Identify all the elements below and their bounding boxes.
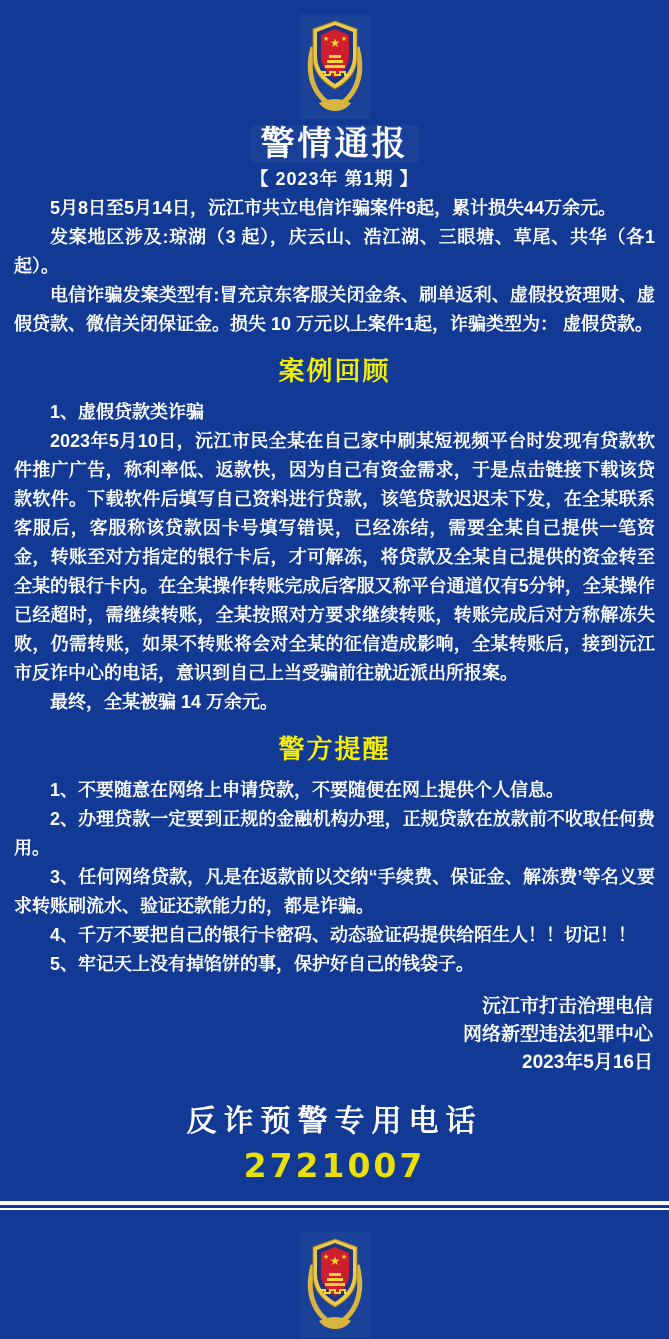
police-bulletin bbox=[0, 14, 669, 1337]
svg-text:★: ★ bbox=[322, 36, 329, 43]
police-badge-icon bbox=[305, 17, 365, 118]
hotline-label: 反诈预警专用电话 bbox=[186, 1104, 483, 1139]
svg-text:★: ★ bbox=[340, 1254, 347, 1261]
case-review-paragraph: 2023年5月10日，沅江市民全某在自己家中刷某短视频平台时发现有贷款软件推广广告，称利率低、返款快，因为自己有资金需求，于是点击链接下载该贷款软件。下载软件后填写自己资料进行贷款，该笔贷款迟迟未下发，在全某联系客服后，客服称该贷款因卡号填写错误，已经冻结，需要全某自己提供一笔资金，转账至对方指定的银行卡后，才可解冻，将贷款及全某自己提供的资金转至全某的银行卡内。在全某操作转账完成后客服又称平台通道仅有5分钟，全某操作已经超时，需继续转账，全某按照对方要求继续转账，转账完成后对方称解冻失败，仍需转账，如果不转账将会对全某的征信造成影响，全某转账后，接到沅江市反诈中心的电话，意识到自己上当受骗前往就近派出所报案。 bbox=[14, 431, 655, 683]
police-reminder-item: 2、办理贷款一定要到正规的金融机构办理，正规贷款在放款前不收取任何费用。 bbox=[14, 809, 655, 858]
police-reminder-item: 1、不要随意在网络上申请贷款，不要随便在网上提供个人信息。 bbox=[50, 780, 565, 800]
hotline-number: 2721007 bbox=[243, 1146, 426, 1185]
signature-line: 网络新型违法犯罪中心 bbox=[462, 1024, 653, 1045]
case-review-paragraph: 1、虚假贷款类诈骗 bbox=[50, 402, 205, 422]
police-badge-icon bbox=[305, 1235, 365, 1336]
case-review-heading: 案例回顾 bbox=[278, 356, 391, 386]
case-review-paragraph: 最终，全某被骗 14 万余元。 bbox=[50, 692, 279, 712]
svg-text:★: ★ bbox=[322, 1254, 329, 1261]
svg-text:★: ★ bbox=[329, 36, 340, 50]
police-reminder-item: 4、千万不要把自己的银行卡密码、动态验证码提供给陌生人！！切记！！ bbox=[50, 925, 637, 945]
footer-badge-container bbox=[300, 1232, 370, 1337]
divider-double-line bbox=[0, 1201, 669, 1210]
header-badge-container bbox=[300, 14, 370, 119]
police-reminder-item: 3、任何网络贷款，凡是在返款前以交纳“手续费、保证金、解冻费’等名义要求转账刷流水、验证还款能力的，都是诈骗。 bbox=[14, 867, 655, 916]
signature-date: 2023年5月16日 bbox=[522, 1052, 653, 1073]
police-reminder-item: 5、牢记天上没有掉馅饼的事，保护好自己的钱袋子。 bbox=[50, 954, 475, 974]
svg-text:★: ★ bbox=[340, 36, 347, 43]
summary-paragraph: 电信诈骗发案类型有:冒充京东客服关闭金条、刷单返利、虚假投资理财、虚假贷款、微信关闭保证金。损失 10 万元以上案件1起，诈骗类型为： 虚假贷款。 bbox=[14, 285, 655, 334]
summary-paragraph: 5月8日至5月14日，沅江市共立电信诈骗案件8起，累计损失44万余元。 bbox=[50, 198, 617, 218]
police-reminder-heading: 警方提醒 bbox=[278, 734, 391, 764]
signature-block bbox=[0, 993, 653, 1077]
svg-text:★: ★ bbox=[329, 1254, 340, 1268]
page-title: 警情通报 bbox=[0, 123, 669, 165]
summary-paragraph: 发案地区涉及:琼湖（3 起），庆云山、浩江湖、三眼塘、草尾、共华（各1起）。 bbox=[14, 227, 655, 276]
bulletin-body bbox=[14, 194, 655, 979]
issue-number: 【 2023年 第1期 】 bbox=[250, 169, 419, 189]
signature-line: 沅江市打击治理电信 bbox=[481, 996, 653, 1017]
